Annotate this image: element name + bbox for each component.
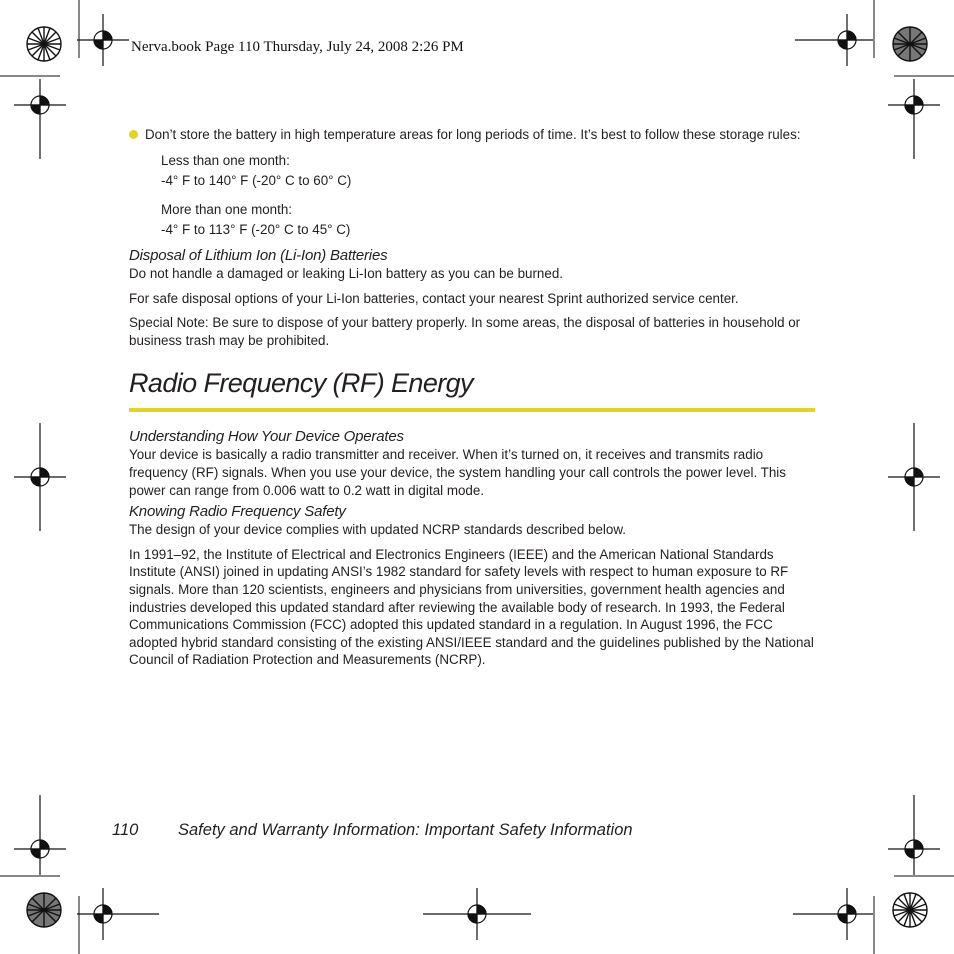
disposal-paragraph-2: For safe disposal options of your Li-Ion batteries, contact your nearest Sprint authorized service center. [129, 290, 739, 306]
section-title: Radio Frequency (RF) Energy [129, 368, 473, 399]
running-footer-title: Safety and Warranty Information: Important Safety Information [178, 821, 633, 839]
storage-note: Don’t store the battery in high temperature areas for long periods of time. It’s best to follow these storage rules: [145, 127, 801, 142]
safety-paragraph-2: In 1991–92, the Institute of Electrical and Electronics Engineers (IEEE) and the American National Standards Institute (ANSI) joined in updating ANSI’s 1982 standard for safety levels with respect to human exposure to RF signals. More than 120 scientists, engineers and physicians from universities, government health agencies and industries developed this updated standard after reviewing the available body of research. In 1993, the Federal Communications Commission (FCC) adopted this updated standard in a regulation. In August 1996, the FCC adopted hybrid standard consisting of the existing ANSI/IEEE standard and the guidelines published by the National Council of Radiation Protection and Measurements (NCRP). [129, 546, 814, 668]
storage-long-term [161, 201, 815, 239]
bullet-icon [129, 130, 138, 139]
title-underline [129, 408, 815, 412]
list-item [129, 126, 815, 144]
operates-heading: Understanding How Your Device Operates [129, 428, 404, 446]
disposal-heading: Disposal of Lithium Ion (Li-Ion) Batteries [129, 246, 388, 264]
print-header: Nerva.book Page 110 Thursday, July 24, 2008 2:26 PM [131, 39, 464, 55]
page-number: 110 [112, 821, 139, 839]
long-term-range: -4° F to 113° F (-20° C to 45° C) [161, 222, 351, 238]
long-term-label: More than one month: [161, 201, 293, 217]
short-term-range: -4° F to 140° F (-20° C to 60° C) [161, 173, 352, 189]
short-term-label: Less than one month: [161, 152, 290, 168]
disposal-paragraph-1: Do not handle a damaged or leaking Li-Ion battery as you can be burned. [129, 265, 563, 281]
safety-heading: Knowing Radio Frequency Safety [129, 503, 346, 521]
page-body [129, 126, 815, 669]
storage-short-term [161, 152, 815, 190]
operates-paragraph: Your device is basically a radio transmitter and receiver. When it’s turned on, it receives and transmits radio frequency (RF) signals. When you use your device, the system handling your call controls the power level. This power can range from 0.006 watt to 0.2 watt in digital mode. [129, 447, 786, 498]
safety-paragraph-1: The design of your device complies with updated NCRP standards described below. [129, 522, 626, 538]
disposal-paragraph-3: Special Note: Be sure to dispose of your battery properly. In some areas, the disposal of batteries in household or business trash may be prohibited. [129, 315, 801, 348]
